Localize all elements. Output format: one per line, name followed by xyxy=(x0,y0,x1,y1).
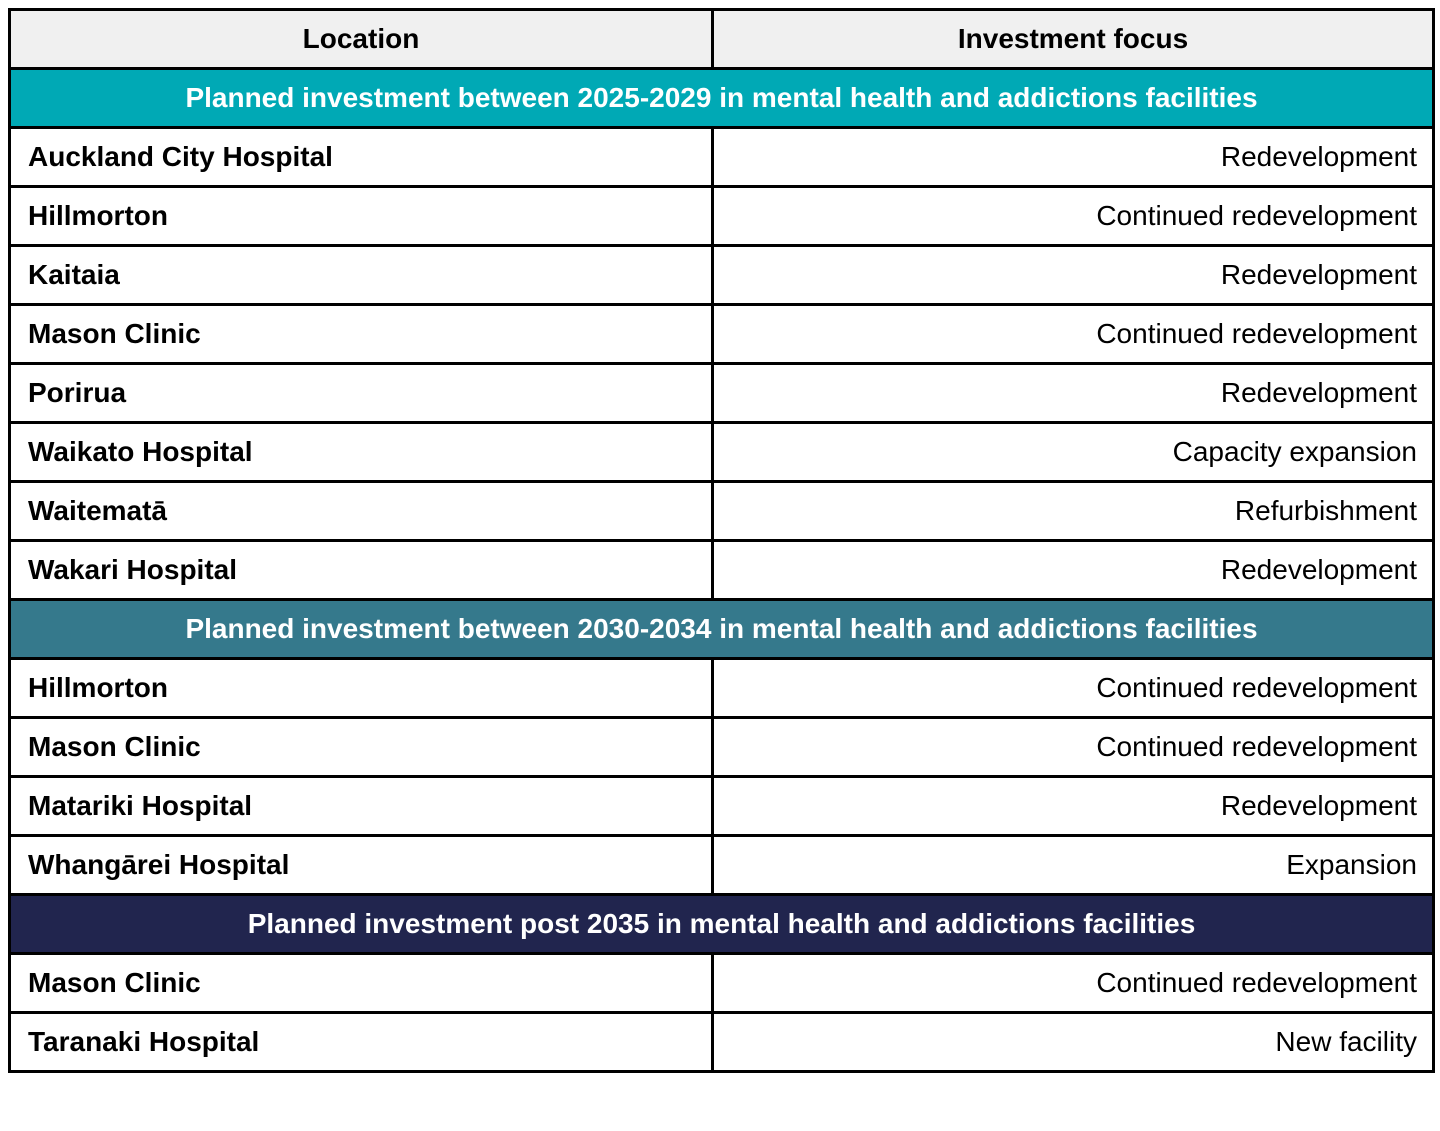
location-cell: Wakari Hospital xyxy=(10,541,713,600)
table-row xyxy=(10,423,1434,482)
investment-focus-cell: Refurbishment xyxy=(713,482,1434,541)
section-header: Planned investment post 2035 in mental health and addictions facilities xyxy=(10,895,1434,954)
investment-focus-cell: Redevelopment xyxy=(713,541,1434,600)
table-row xyxy=(10,246,1434,305)
location-cell: Hillmorton xyxy=(10,659,713,718)
location-cell: Mason Clinic xyxy=(10,305,713,364)
location-cell: Auckland City Hospital xyxy=(10,128,713,187)
column-header-location: Location xyxy=(10,10,713,69)
location-cell: Waitematā xyxy=(10,482,713,541)
section-header: Planned investment between 2030-2034 in mental health and addictions facilities xyxy=(10,600,1434,659)
investment-focus-cell: Redevelopment xyxy=(713,777,1434,836)
table-body xyxy=(10,69,1434,1072)
location-cell: Porirua xyxy=(10,364,713,423)
location-cell: Matariki Hospital xyxy=(10,777,713,836)
section-header: Planned investment between 2025-2029 in mental health and addictions facilities xyxy=(10,69,1434,128)
location-cell: Waikato Hospital xyxy=(10,423,713,482)
column-header-row xyxy=(10,10,1434,69)
investment-table xyxy=(8,8,1435,1073)
section-header-row xyxy=(10,69,1434,128)
investment-focus-cell: Continued redevelopment xyxy=(713,659,1434,718)
table-row xyxy=(10,836,1434,895)
table-row xyxy=(10,482,1434,541)
table-row xyxy=(10,541,1434,600)
table-row xyxy=(10,777,1434,836)
investment-focus-cell: New facility xyxy=(713,1013,1434,1072)
location-cell: Whangārei Hospital xyxy=(10,836,713,895)
section-header-row xyxy=(10,600,1434,659)
location-cell: Hillmorton xyxy=(10,187,713,246)
location-cell: Mason Clinic xyxy=(10,954,713,1013)
investment-focus-cell: Continued redevelopment xyxy=(713,954,1434,1013)
table-row xyxy=(10,954,1434,1013)
table-row xyxy=(10,1013,1434,1072)
table-row xyxy=(10,718,1434,777)
investment-focus-cell: Expansion xyxy=(713,836,1434,895)
investment-focus-cell: Redevelopment xyxy=(713,364,1434,423)
investment-focus-cell: Continued redevelopment xyxy=(713,305,1434,364)
location-cell: Taranaki Hospital xyxy=(10,1013,713,1072)
table-row xyxy=(10,364,1434,423)
column-header-investment-focus: Investment focus xyxy=(713,10,1434,69)
investment-focus-cell: Redevelopment xyxy=(713,246,1434,305)
table-row xyxy=(10,128,1434,187)
table-row xyxy=(10,659,1434,718)
table-row xyxy=(10,305,1434,364)
table-row xyxy=(10,187,1434,246)
investment-focus-cell: Redevelopment xyxy=(713,128,1434,187)
location-cell: Mason Clinic xyxy=(10,718,713,777)
section-header-row xyxy=(10,895,1434,954)
investment-focus-cell: Capacity expansion xyxy=(713,423,1434,482)
investment-focus-cell: Continued redevelopment xyxy=(713,718,1434,777)
investment-focus-cell: Continued redevelopment xyxy=(713,187,1434,246)
location-cell: Kaitaia xyxy=(10,246,713,305)
